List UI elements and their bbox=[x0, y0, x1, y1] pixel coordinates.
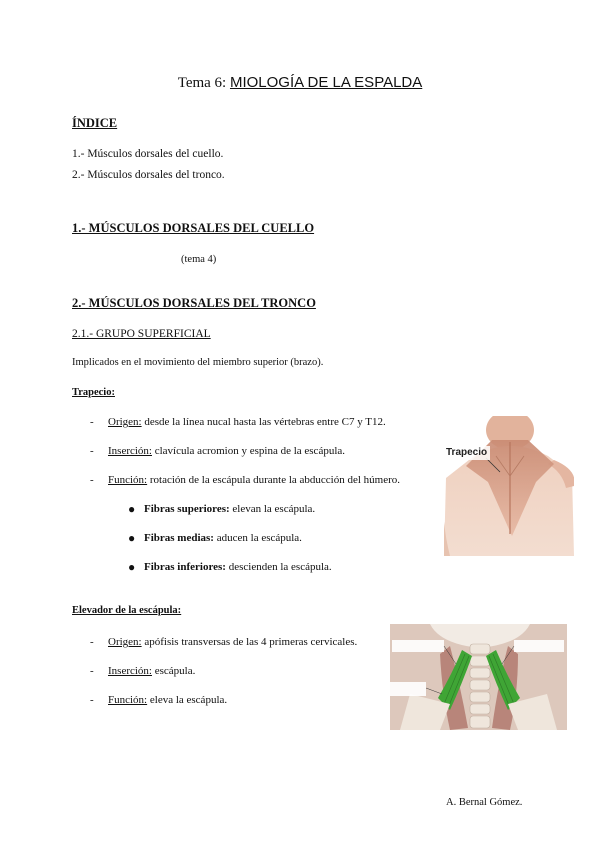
item-text: desde la línea nucal hasta las vértebras entre C7 y T12. bbox=[141, 416, 386, 428]
elevador-insercion bbox=[108, 665, 195, 677]
trapecio-funcion bbox=[108, 474, 400, 486]
fibra-text: aducen la escápula. bbox=[213, 532, 302, 544]
trapecio-image-label: Trapecio bbox=[446, 447, 488, 458]
elevador-illustration bbox=[390, 624, 567, 730]
dash: - bbox=[90, 416, 94, 428]
elevador-origen bbox=[108, 636, 357, 648]
trapecio-illustration bbox=[444, 416, 574, 556]
item-label: Inserción: bbox=[108, 445, 152, 457]
item-text: rotación de la escápula durante la abducción del húmero. bbox=[147, 474, 401, 486]
item-label: Origen: bbox=[108, 636, 142, 648]
dash: - bbox=[90, 474, 94, 486]
item-text: eleva la escápula. bbox=[147, 694, 228, 706]
indice-heading: ÍNDICE bbox=[72, 116, 118, 130]
elevador-heading: Elevador de la escápula: bbox=[72, 605, 182, 616]
fibra-label: Fibras medias: bbox=[144, 532, 214, 544]
fibra-text: elevan la escápula. bbox=[229, 503, 316, 515]
section2-intro: Implicados en el movimiento del miembro superior (brazo). bbox=[72, 357, 324, 368]
neck-anatomy-icon bbox=[390, 624, 567, 730]
item-text: clavícula acromion y espina de la escápula. bbox=[151, 445, 346, 457]
indice-item-1: 1.- Músculos dorsales del cuello. bbox=[72, 148, 224, 160]
elevador-funcion bbox=[108, 694, 227, 706]
item-label: Función: bbox=[108, 694, 148, 706]
item-text: escápula. bbox=[151, 665, 196, 677]
trapecio-heading: Trapecio: bbox=[72, 387, 115, 398]
item-label: Inserción: bbox=[108, 665, 152, 677]
section2-subheading: 2.1.- GRUPO SUPERFICIAL bbox=[72, 328, 211, 340]
page-title bbox=[0, 74, 600, 92]
fibras-inferiores bbox=[144, 561, 332, 573]
bullet-icon: ● bbox=[128, 531, 136, 545]
bullet-icon: ● bbox=[128, 560, 136, 574]
section2-heading: 2.- MÚSCULOS DORSALES DEL TRONCO bbox=[72, 296, 316, 310]
item-text: apófisis transversas de las 4 primeras cervicales. bbox=[141, 636, 358, 648]
indice-item-2: 2.- Músculos dorsales del tronco. bbox=[72, 169, 225, 181]
item-label: Función: bbox=[108, 474, 148, 486]
fibras-superiores bbox=[144, 503, 315, 515]
dash: - bbox=[90, 636, 94, 648]
bullet-icon: ● bbox=[128, 502, 136, 516]
fibra-label: Fibras inferiores: bbox=[144, 561, 226, 573]
section1-note: (tema 4) bbox=[181, 254, 217, 265]
fibra-text: descienden la escápula. bbox=[225, 561, 332, 573]
trapecio-insercion bbox=[108, 445, 345, 457]
back-anatomy-icon bbox=[444, 416, 574, 556]
dash: - bbox=[90, 665, 94, 677]
dash: - bbox=[90, 694, 94, 706]
section1-heading: 1.- MÚSCULOS DORSALES DEL CUELLO bbox=[72, 221, 315, 235]
trapecio-origen bbox=[108, 416, 386, 428]
fibra-label: Fibras superiores: bbox=[144, 503, 230, 515]
title-main: MIOLOGÍA DE LA ESPALDA bbox=[229, 74, 423, 91]
fibras-medias bbox=[144, 532, 302, 544]
title-prefix: Tema 6: bbox=[177, 75, 227, 91]
item-label: Origen: bbox=[108, 416, 142, 428]
dash: - bbox=[90, 445, 94, 457]
author: A. Bernal Gómez. bbox=[446, 797, 523, 808]
